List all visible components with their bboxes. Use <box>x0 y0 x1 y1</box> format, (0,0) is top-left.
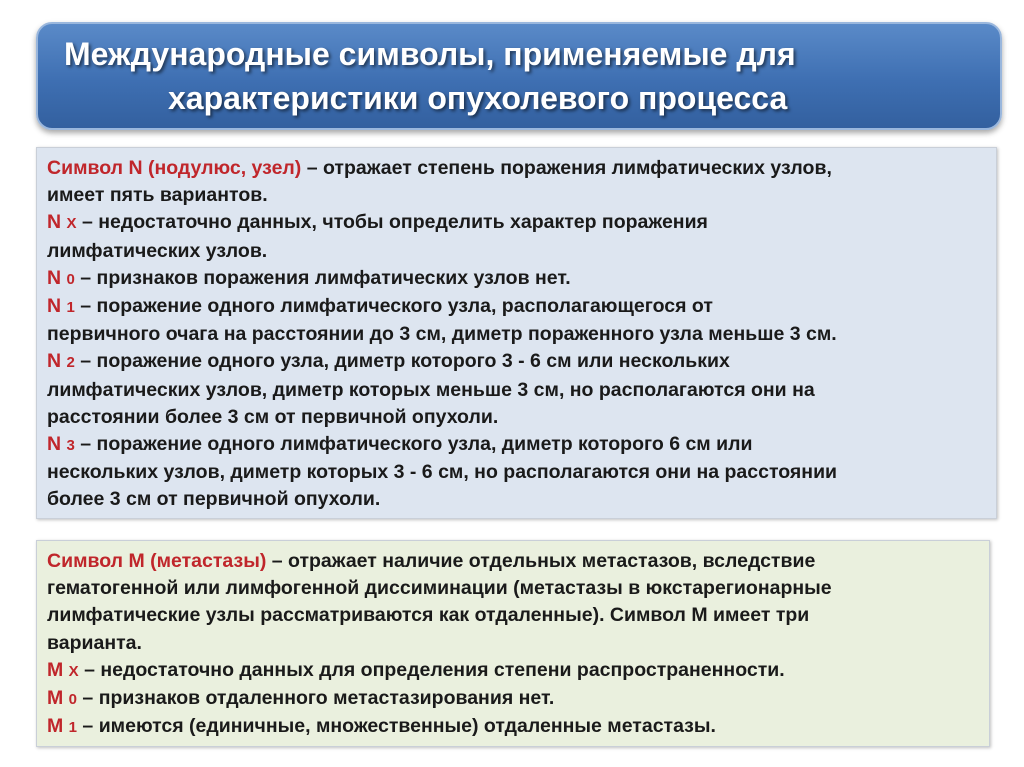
m-intro-text: – отражает наличие отдельных метастазов, вследствие <box>266 550 816 572</box>
n-item-text: – поражение одного лимфатического узла, диметр которого 6 см или <box>74 433 753 456</box>
m-intro-line-4: варианта. <box>47 631 142 654</box>
n-item-2-line-3: расстоянии более 3 см от первичной опухоли. <box>47 405 499 428</box>
n-item-letter: N <box>47 433 62 456</box>
slide-title-line-2: характеристики опухолевого процесса <box>168 80 788 116</box>
m-item-text: – недостаточно данных для определения степени распространенности. <box>78 658 785 681</box>
n-item-code: 3 <box>66 437 75 455</box>
m-item-text: – имеются (единичные, множественные) отдаленные метастазы. <box>77 715 716 738</box>
n-item-text: – поражение одного узла, диметр которого 3 - 6 см или нескольких <box>74 350 730 373</box>
m-item-code: X <box>68 662 79 680</box>
n-item-code: 1 <box>66 299 75 317</box>
n-intro-line-1 <box>47 155 988 182</box>
n-heading: Символ N (нодулюс, узел) <box>47 157 302 179</box>
m-item-letter: M <box>47 687 64 710</box>
n-item-text: – поражение одного лимфатического узла, располагающегося от <box>74 295 713 318</box>
n-item-2-line-2: лимфатических узлов, диметр которых меньше 3 см, но располагаются они на <box>47 378 815 401</box>
n-item-letter: N <box>47 295 62 318</box>
n-item-1 <box>47 293 988 321</box>
n-intro-text: – отражает степень поражения лимфатических узлов, <box>301 157 832 179</box>
slide-title-line-1: Международные символы, применяемые для <box>64 36 796 72</box>
m-item-letter: M <box>47 658 64 681</box>
n-item-text: – недостаточно данных, чтобы определить характер поражения <box>76 211 708 234</box>
n-item-letter: N <box>47 350 62 373</box>
n-item-x-line-2: лимфатических узлов. <box>47 239 268 262</box>
m-item-0 <box>47 685 981 713</box>
n-item-3-line-2: нескольких узлов, диметр которых 3 - 6 см, но располагаются они на расстоянии <box>47 461 838 484</box>
n-item-code: 0 <box>66 270 75 288</box>
m-intro-line-3: лимфатические узлы рассматриваются как отдаленные). Символ М имеет три <box>47 604 810 627</box>
m-intro-line-2: гематогенной или лимфогенной диссиминации (метастазы в юкстарегионарные <box>47 577 832 600</box>
n-item-2 <box>47 348 988 376</box>
title-banner <box>36 22 1002 130</box>
m-item-x <box>47 657 981 685</box>
m-symbol-text <box>47 548 981 741</box>
n-item-x <box>47 209 988 237</box>
n-item-letter: N <box>47 211 62 234</box>
m-item-text: – признаков отдаленного метастазирования нет. <box>77 687 555 710</box>
m-intro-line-1 <box>47 548 981 575</box>
m-symbol-box <box>36 540 990 747</box>
n-item-letter: N <box>47 266 62 289</box>
n-item-code: X <box>66 215 77 233</box>
m-item-code: 1 <box>68 719 78 737</box>
n-symbol-text <box>47 155 988 514</box>
n-item-code: 2 <box>66 354 75 372</box>
n-item-1-line-2: первичного очага на расстоянии до 3 см, диметр пораженного узла меньше 3 см. <box>47 323 837 346</box>
m-item-code: 0 <box>68 691 78 709</box>
n-item-3 <box>47 431 988 459</box>
n-item-text: – признаков поражения лимфатических узлов нет. <box>74 266 571 289</box>
n-item-0 <box>47 265 988 293</box>
n-symbol-box <box>36 147 997 519</box>
n-item-3-line-3: более 3 см от первичной опухоли. <box>47 488 381 511</box>
n-intro-line-2: имеет пять вариантов. <box>47 184 268 207</box>
m-item-1 <box>47 713 981 741</box>
m-heading: Символ М (метастазы) <box>47 550 267 572</box>
m-item-letter: M <box>47 715 64 738</box>
